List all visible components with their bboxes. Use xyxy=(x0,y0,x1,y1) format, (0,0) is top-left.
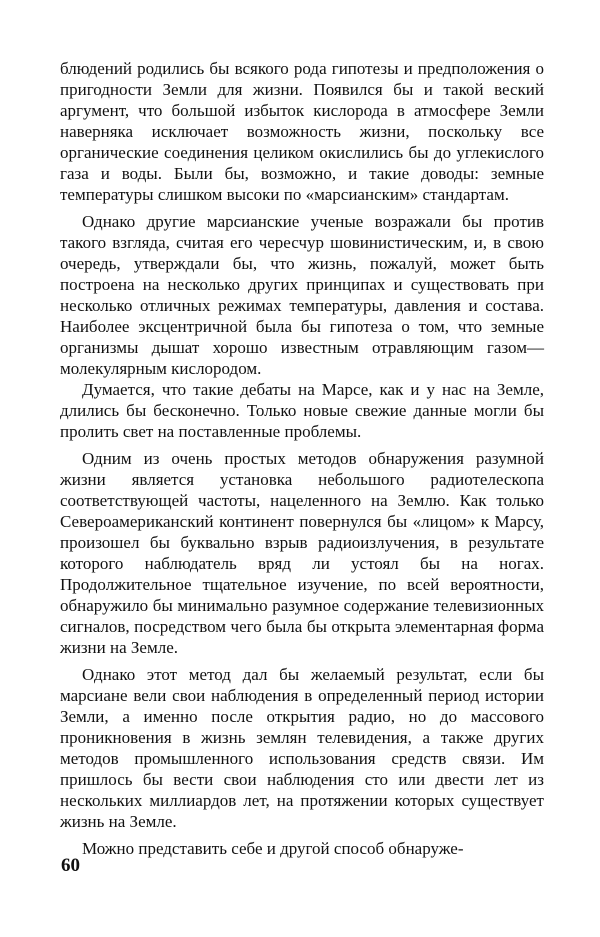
page-body xyxy=(60,58,544,859)
paragraph-4: Одним из очень простых методов обнаружения разумной жизни является установка небольшого радиотелескопа соответствующей частоты, нацеленного на Землю. Как только Североамериканский континент повернулся бы «лицом» к Марсу, произошел бы буквально взрыв радиоизлучения, в результате которого наблюдатель вряд ли устоял бы на ногах. Продолжительное тщательное изучение, по всей вероятности, обнаружило бы минимально разумное содержание телевизионных сигналов, посредством чего была бы открыта элементарная форма жизни на Земле. xyxy=(60,449,544,657)
page-number: 60 xyxy=(61,855,80,876)
paragraph-3: Думается, что такие дебаты на Марсе, как и у нас на Земле, длились бы бесконечно. Только новые свежие данные могли бы пролить свет на поставленные проблемы. xyxy=(60,380,544,441)
paragraph-6: Можно представить себе и другой способ обнаруже- xyxy=(82,839,464,858)
paragraph-2: Однако другие марсианские ученые возражали бы против такого взгляда, считая его чересчур шовинистическим, и, в свою очередь, утверждали бы, что жизнь, пожалуй, может быть построена на несколько других принципах и существовать при несколько отличных режимах температуры, давления и состава. Наиболее эксцентричной была бы гипотеза о том, что земные организмы дышат хорошо известным отравляющим газом—молекулярным кислородом. xyxy=(60,212,544,378)
paragraph-5: Однако этот метод дал бы желаемый результат, если бы марсиане вели свои наблюдения в определенный период истории Земли, а именно после открытия радио, но до массового проникновения в жизнь землян телевидения, а также других методов промышленного использования средств связи. Им пришлось бы вести свои наблюдения сто или двести лет из нескольких миллиардов лет, на протяжении которых существует жизнь на Земле. xyxy=(60,665,544,831)
paragraph-1: блюдений родились бы всякого рода гипотезы и предположения о пригодности Земли для жизни. Появился бы и такой веский аргумент, что большой избыток кислорода в атмосфере Земли наверняка исключает возможность жизни, поскольку все органические соединения целиком окислились бы до углекислого газа и воды. Были бы, возможно, и такие доводы: земные температуры слишком высоки по «марсианским» стандартам. xyxy=(60,59,544,204)
